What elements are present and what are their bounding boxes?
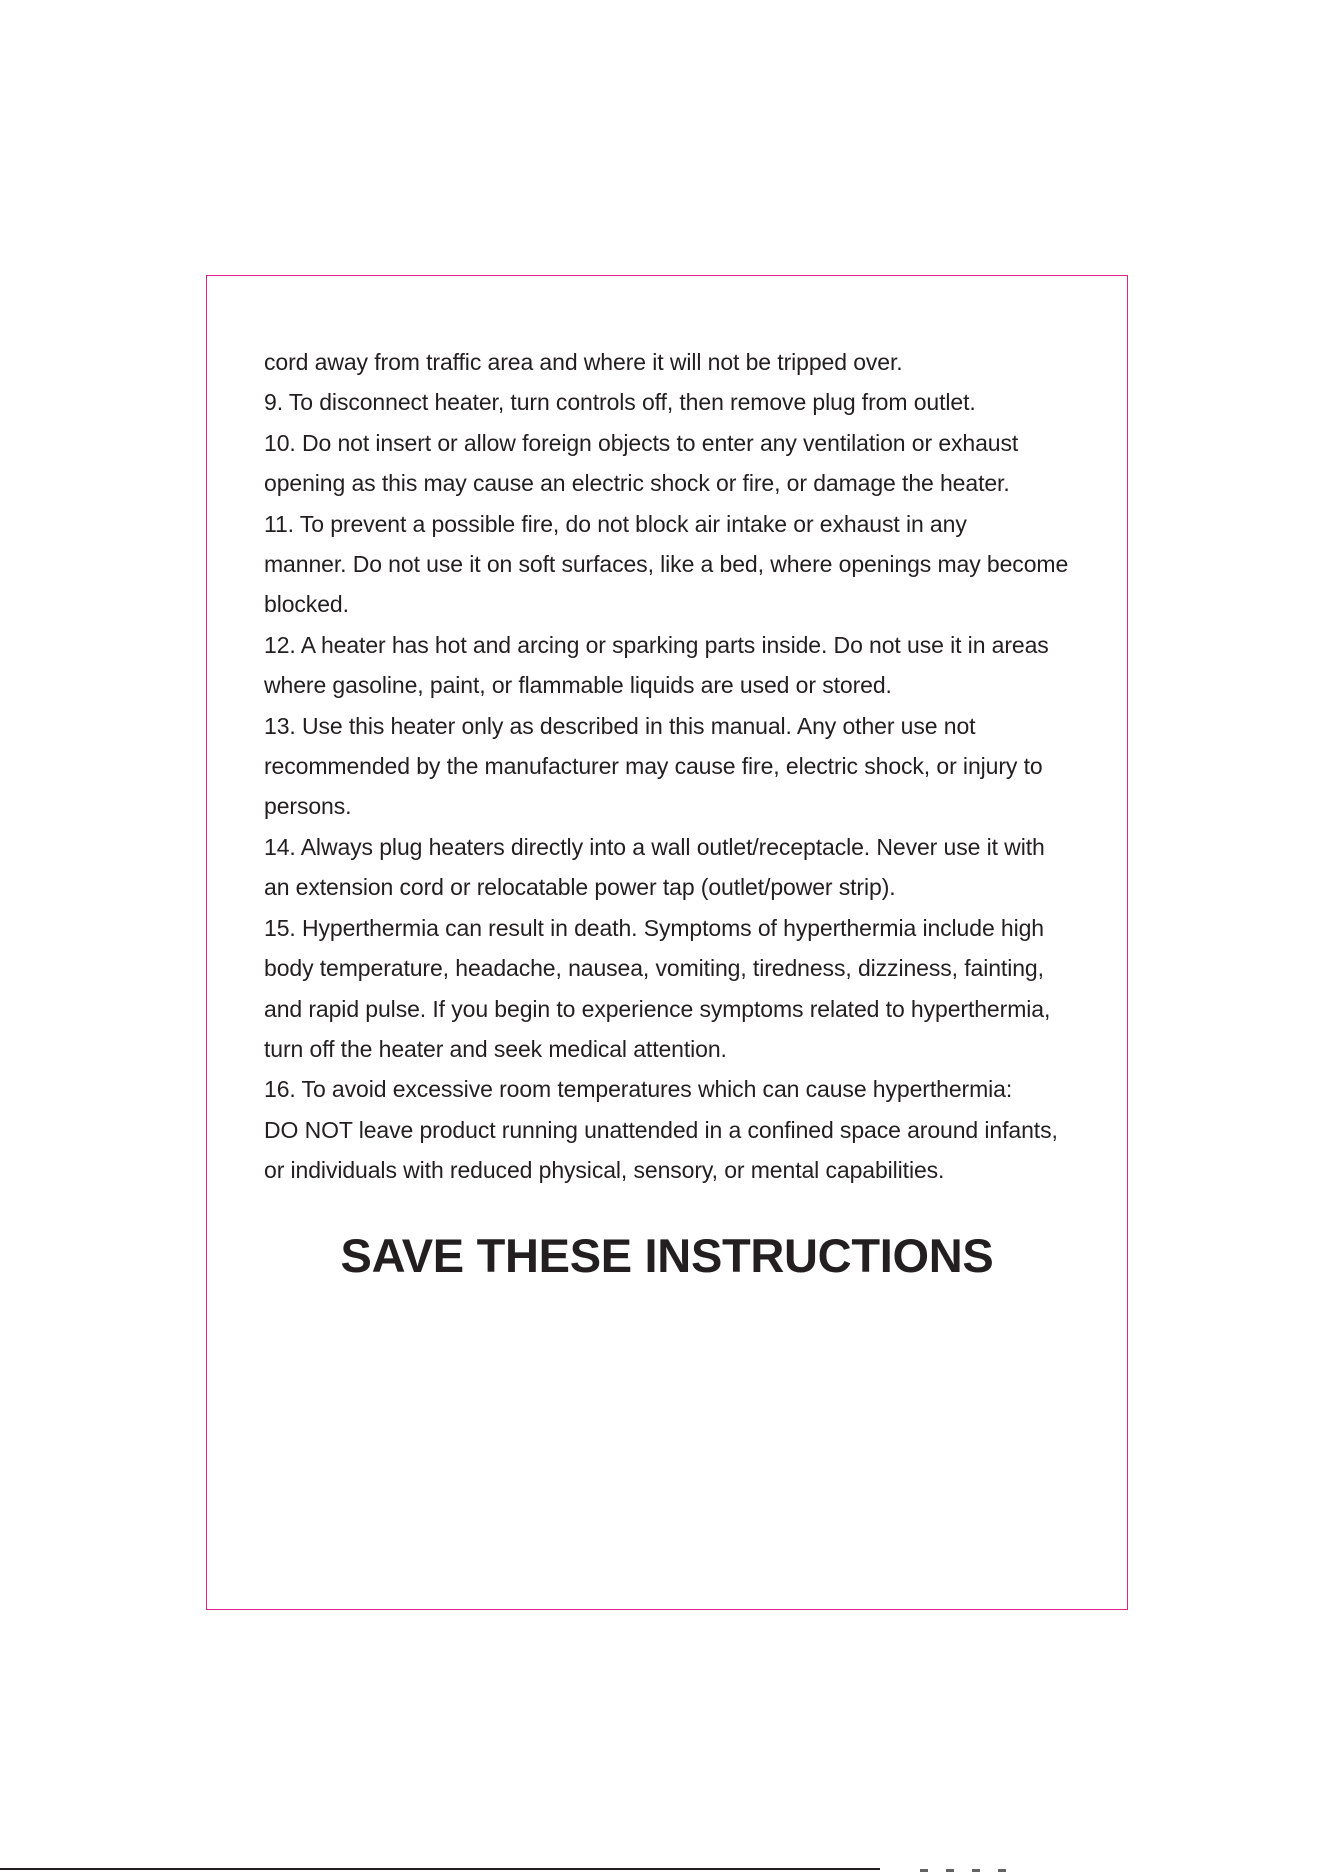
instruction-line: blocked.	[264, 591, 349, 618]
instruction-line: or individuals with reduced physical, sensory, or mental capabilities.	[264, 1157, 945, 1184]
instruction-line: 16. To avoid excessive room temperatures which can cause hyperthermia:	[264, 1076, 1013, 1103]
bottom-trim-rule	[0, 1868, 880, 1870]
instruction-line: persons.	[264, 793, 352, 820]
instruction-line: turn off the heater and seek medical attention.	[264, 1035, 727, 1062]
instruction-line: 14. Always plug heaters directly into a wall outlet/receptacle. Never use it with	[264, 833, 1045, 860]
instruction-line: where gasoline, paint, or flammable liquids are used or stored.	[264, 672, 892, 699]
instruction-line: an extension cord or relocatable power tap (outlet/power strip).	[264, 874, 896, 901]
instruction-line: and rapid pulse. If you begin to experience symptoms related to hyperthermia,	[264, 995, 1051, 1022]
instruction-line: 10. Do not insert or allow foreign objects to enter any ventilation or exhaust	[264, 429, 1019, 456]
instruction-line: recommended by the manufacturer may cause fire, electric shock, or injury to	[264, 753, 1043, 780]
instruction-line: cord away from traffic area and where it will not be tripped over.	[264, 349, 903, 375]
instruction-line: 9. To disconnect heater, turn controls off, then remove plug from outlet.	[264, 389, 976, 416]
instruction-line: 11. To prevent a possible fire, do not block air intake or exhaust in any	[264, 510, 967, 537]
instruction-line: opening as this may cause an electric shock or fire, or damage the heater.	[264, 470, 1010, 497]
instruction-line: 15. Hyperthermia can result in death. Symptoms of hyperthermia include high	[264, 914, 1045, 941]
bottom-trim-marks	[920, 1860, 1040, 1872]
instruction-line: DO NOT leave product running unattended in a confined space around infants,	[264, 1116, 1058, 1143]
instruction-line: manner. Do not use it on soft surfaces, like a bed, where openings may become	[264, 551, 1069, 578]
instruction-line: body temperature, headache, nausea, vomiting, tiredness, dizziness, fainting,	[264, 955, 1044, 982]
instruction-line: 12. A heater has hot and arcing or sparking parts inside. Do not use it in areas	[264, 631, 1049, 658]
instruction-line: 13. Use this heater only as described in this manual. Any other use not	[264, 712, 976, 739]
save-instructions-heading: SAVE THESE INSTRUCTIONS	[340, 1229, 994, 1282]
safety-instructions-list	[264, 342, 1094, 1191]
